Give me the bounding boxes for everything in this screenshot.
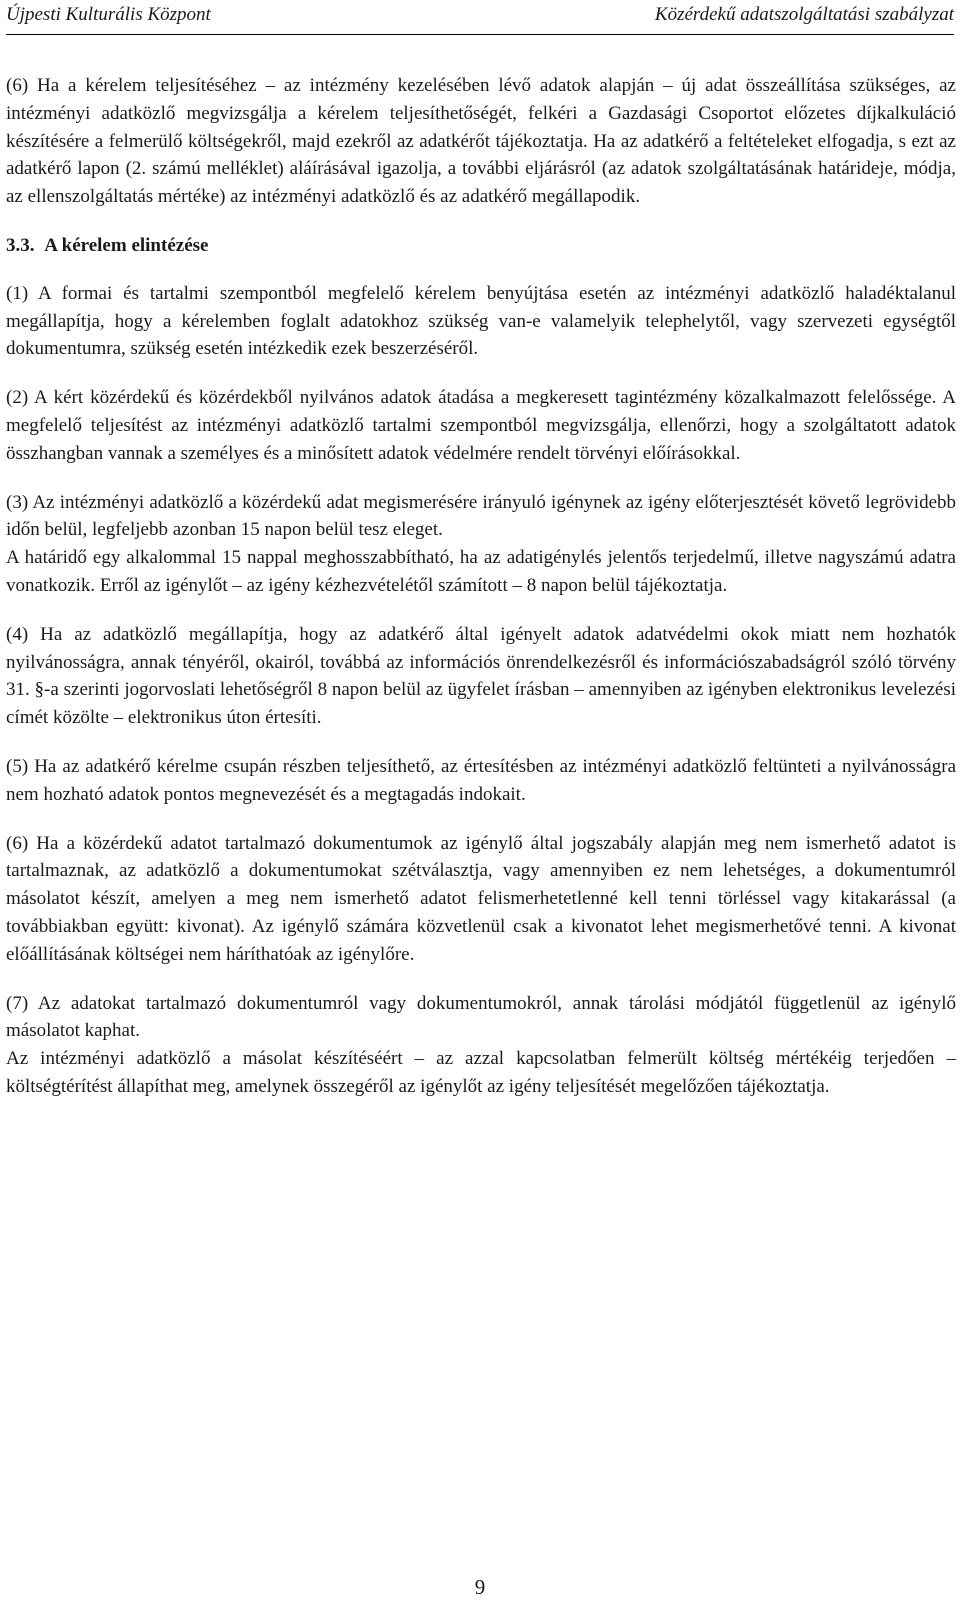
paragraph-7-continued: Az intézményi adatközlő a másolat készítéséért – az azzal kapcsolatban felmerült költség mértékéig terjedően – költségtérítést állapíthat meg, amelynek összegéről az igénylőt az igény teljesítését megelőzően tájékoztatja. [6,1048,956,1097]
paragraph-1: (1) A formai és tartalmi szempontból megfelelő kérelem benyújtása esetén az intézményi adatközlő haladéktalanul megállapítja, hogy a kérelemben foglalt adatokhoz szükség van-e valamelyik telephelytől, vagy szervezeti egységtől dokumentumra, szükség esetén intézkedik ezek beszerzéséről. [6,282,956,360]
section-number: 3.3. [6,234,35,256]
header-document-title: Közérdekű adatszolgáltatási szabályzat [654,4,954,25]
paragraph-4: (4) Ha az adatközlő megállapítja, hogy az adatkérő által igényelt adatok adatvédelmi okok miatt nem hozhatók nyilvánosságra, annak tényéről, okairól, továbbá az információs önrendelkezésről és információszabadságról szóló törvény 31. §-a szerinti jogorvoslati lehetőségről 8 napon belül az ügyfelet írásban – amennyiben az igényben elektronikus levelezési címét közölte – elektronikus úton értesíti. [6,623,956,729]
header-organization: Újpesti Kulturális Központ [6,4,211,25]
paragraph-6: (6) Ha a közérdekű adatot tartalmazó dokumentumok az igénylő által jogszabály alapján meg nem ismerhető adatot is tartalmaznak, az adatközlő a dokumentumokat szétválasztja, vagy amennyiben ez nem lehetséges, a dokumentumról másolatot készít, amelyen a meg nem ismerhető adatot felismerhetetlenné kell tenni törléssel vagy kitakarással (a továbbiakban együtt: kivonat). Az igénylő számára közvetlenül csak a kivonatot lehet megismerhetővé tenni. A kivonat előállításának költségei nem háríthatóak az igénylőre. [6,832,956,965]
paragraph-3: (3) Az intézményi adatközlő a közérdekű adat megismerésére irányuló igénynek az igény előterjesztését követő legrövidebb időn belül, legfeljebb azonban 15 napon belül tesz eleget. [6,491,956,541]
document-body [6,72,956,1122]
section-title: A kérelem elintézése [44,234,209,256]
paragraph-7: (7) Az adatokat tartalmazó dokumentumról vagy dokumentumokról, annak tárolási módjától függetlenül az igénylő másolatot kaphat. [6,992,956,1042]
paragraph-5: (5) Ha az adatkérő kérelme csupán részben teljesíthető, az értesítésben az intézményi adatközlő feltünteti a nyilvánosságra nem hozható adatok pontos megnevezését és a megtagadás indokait. [6,755,956,805]
paragraph-3-continued: A határidő egy alkalommal 15 nappal meghosszabbítható, ha az adatigénylés jelentős terjedelmű, illetve nagyszámú adatra vonatkozik. Erről az igénylőt – az igény kézhezvételétől számított – 8 napon belül tájékoztatja. [6,547,956,596]
intro-paragraph: (6) Ha a kérelem teljesítéséhez – az intézmény kezelésében lévő adatok alapján – új adat összeállítása szükséges, az intézményi adatközlő megvizsgálja a kérelem teljesíthetőségét, felkéri a Gazdasági Csoportot előzetes díjkalkuláció készítésére a felmerülő költségekről, majd ezekről az adatkérőt tájékoztatja. Ha az adatkérő a feltételeket elfogadja, s ezt az adatkérő lapon (2. számú melléklet) aláírásával igazolja, a további eljárásról (az adatok szolgáltatásának határideje, módja, az ellenszolgáltatás mértéke) az intézményi adatközlő és az adatkérő megállapodik. [6,75,956,208]
section-heading [6,232,956,260]
page-number: 9 [474,1575,486,1599]
page-header [6,0,954,35]
paragraph-2: (2) A kért közérdekű és közérdekből nyilvános adatok átadása a megkeresett tagintézmény közalkalmazott felelőssége. A megfelelő teljesítést az intézményi adatközlő tartalmi szempontból megvizsgálja, ellenőrzi, hogy a szolgáltatott adatok összhangban vannak a személyes és a minősített adatok védelmére rendelt törvényi előírásokkal. [6,387,956,464]
